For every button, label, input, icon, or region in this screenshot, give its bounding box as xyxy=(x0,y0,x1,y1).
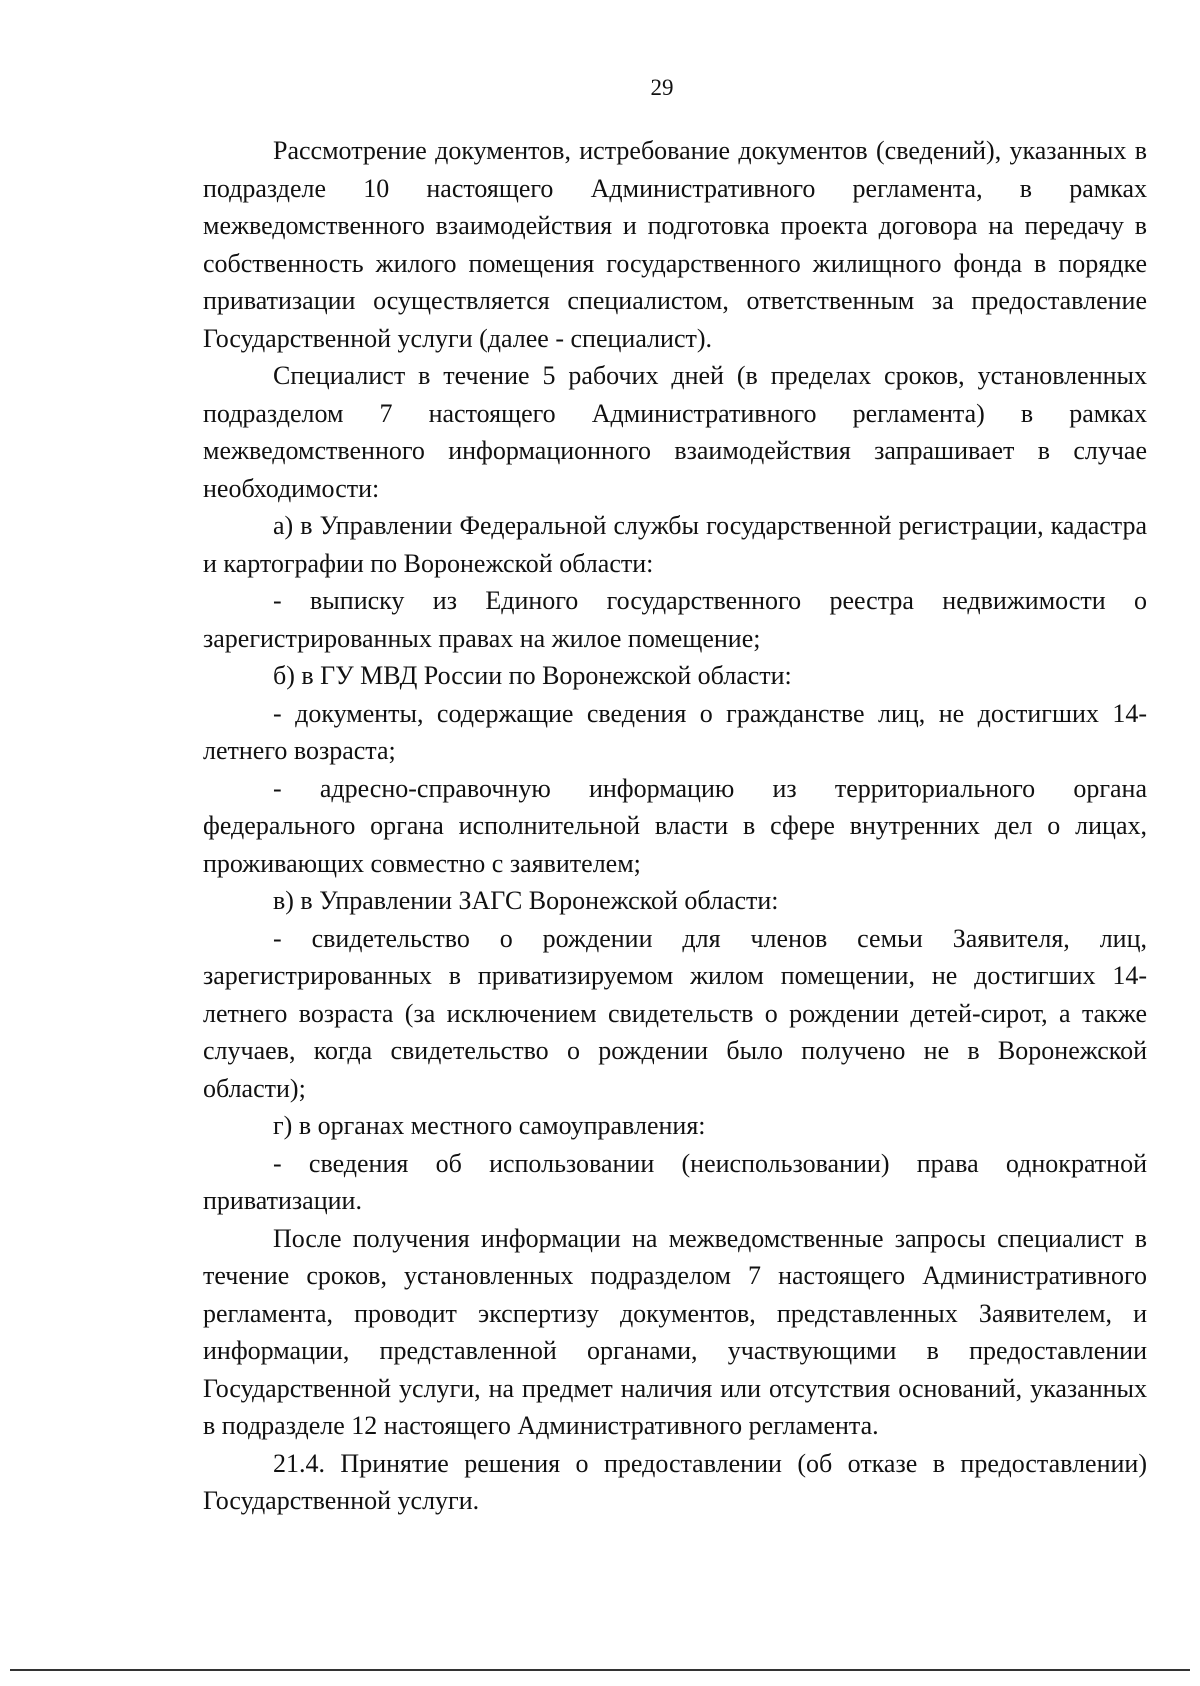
paragraph-review-documents: Рассмотрение документов, истребование документов (сведений), указанных в подразделе 10 настоящего Административного регламента, в рамках межведомственного взаимодействия и подготовка проекта договора на передачу в собственность жилого помещения государственного жилищного фонда в порядке приватизации осуществляется специалистом, ответственным за предоставление Государственной услуги (далее - специалист). xyxy=(203,136,1147,353)
paragraph-item-b: б) в ГУ МВД России по Воронежской области: xyxy=(273,661,792,690)
page-number: 29 xyxy=(650,75,674,100)
paragraph-item-b-citizenship: - документы, содержащие сведения о гражданстве лиц, не достигших 14-летнего возраста; xyxy=(203,698,1147,765)
paragraph-item-g-privatization: - сведения об использовании (неиспользовании) права однократной приватизации. xyxy=(203,1148,1147,1215)
paragraph-item-v-birth-certificate: - свидетельство о рождении для членов семьи Заявителя, лиц, зарегистрированных в приватизируемом жилом помещении, не достигших 14-летнего возраста (за исключением свидетельств о рождении детей-сирот, а также случаев, когда свидетельство о рождении было получено не в Воронежской области); xyxy=(203,923,1147,1103)
paragraph-section-21-4: 21.4. Принятие решения о предоставлении (об отказе в предоставлении) Государственной услуги. xyxy=(203,1448,1147,1515)
paragraph-specialist-requests: Специалист в течение 5 рабочих дней (в пределах сроков, установленных подразделом 7 настоящего Административного регламента) в рамках межведомственного информационного взаимодействия запрашивает в случае необходимости: xyxy=(203,361,1147,503)
paragraph-item-v: в) в Управлении ЗАГС Воронежской области: xyxy=(273,886,779,915)
bottom-rule xyxy=(10,1669,1190,1671)
paragraph-item-g: г) в органах местного самоуправления: xyxy=(273,1111,706,1140)
paragraph-item-a-extract: - выписку из Единого государственного реестра недвижимости о зарегистрированных правах на жилое помещение; xyxy=(203,586,1147,653)
document-body xyxy=(203,132,1147,1520)
paragraph-expertise: После получения информации на межведомственные запросы специалист в течение сроков, установленных подразделом 7 настоящего Административного регламента, проводит экспертизу документов, представленных Заявителем, и информации, представленной органами, участвующими в предоставлении Государственной услуги, на предмет наличия или отсутствия оснований, указанных в подразделе 12 настоящего Административного регламента. xyxy=(203,1223,1147,1440)
paragraph-item-b-address-info: - адресно-справочную информацию из территориального органа федерального органа исполнительной власти в сфере внутренних дел о лицах, проживающих совместно с заявителем; xyxy=(203,773,1147,878)
paragraph-item-a: а) в Управлении Федеральной службы государственной регистрации, кадастра и картографии по Воронежской области: xyxy=(203,511,1147,578)
